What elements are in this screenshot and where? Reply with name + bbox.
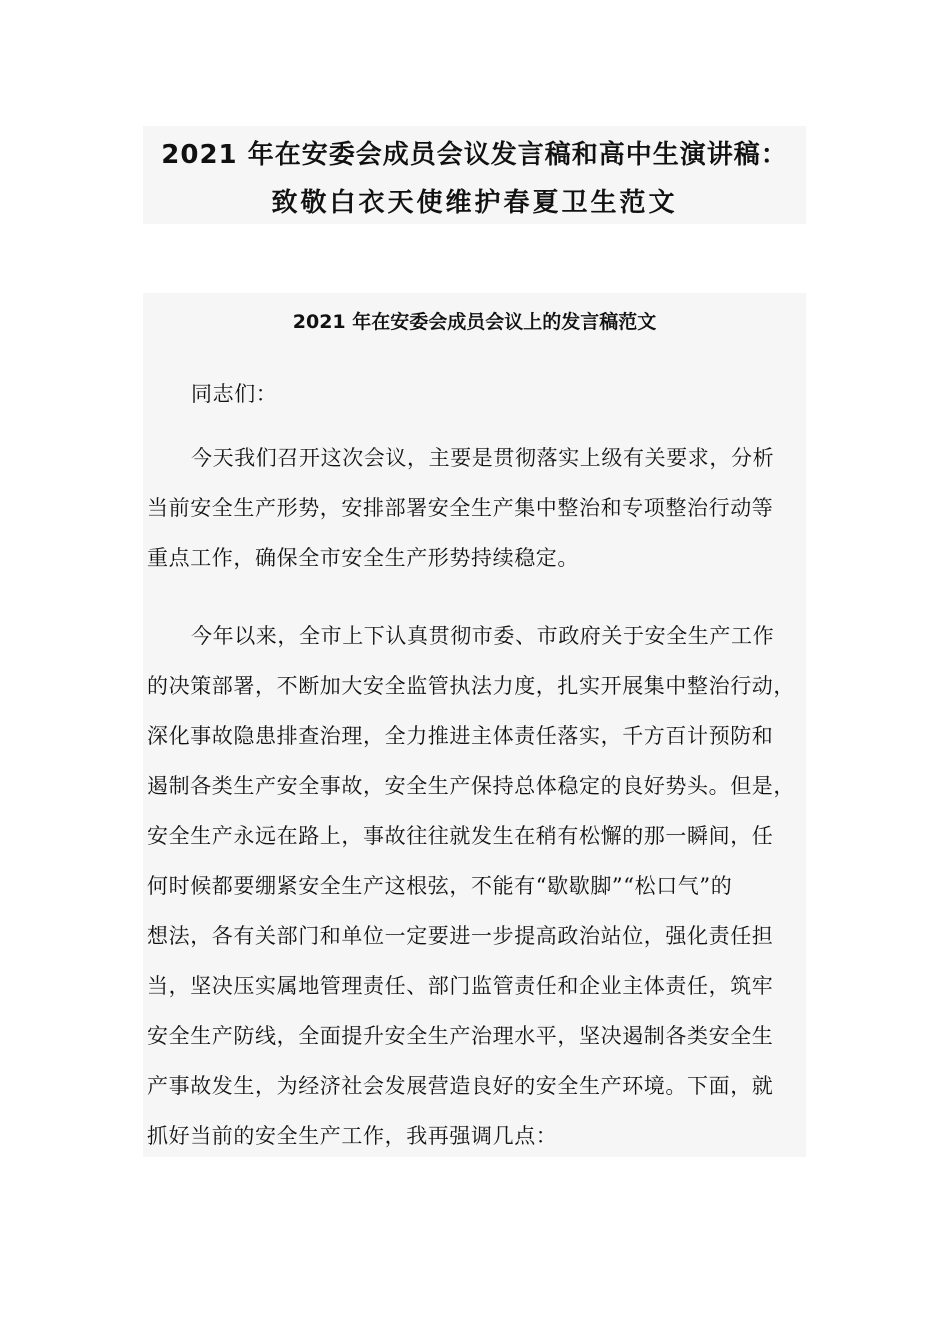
paragraph-2-line: 当，坚决压实属地管理责任、部门监管责任和企业主体责任，筑牢 [147,974,774,998]
document-title-line-2: 致敬白衣天使维护春夏卫生范文 [271,188,678,218]
paragraph-1 [147,433,795,583]
greeting-paragraph [147,369,795,419]
paragraph-1-line: 当前安全生产形势，安排部署安全生产集中整治和专项整治行动等 [147,496,774,520]
section-subtitle: 2021 年在安委会成员会议上的发言稿范文 [292,311,657,333]
paragraph-2-line: 抓好当前的安全生产工作，我再强调几点： [147,1124,558,1148]
paragraph-2-line: 安全生产永远在路上，事故往往就发生在稍有松懈的那一瞬间，任 [147,824,774,848]
paragraph-1-line: 重点工作，确保全市安全生产形势持续稳定。 [147,546,579,570]
paragraph-2 [147,611,795,1161]
paragraph-1-line: 今天我们召开这次会议，主要是贯彻落实上级有关要求，分析 [191,446,775,470]
paragraph-2-line: 遏制各类生产安全事故，安全生产保持总体稳定的良好势头。但是， [147,774,795,798]
paragraph-2-line: 想法，各有关部门和单位一定要进一步提高政治站位，强化责任担 [147,924,774,948]
document-title-line-1: 2021 年在安委会成员会议发言稿和高中生演讲稿： [161,140,788,170]
paragraph-2-line: 何时候都要绷紧安全生产这根弦，不能有“歇歇脚”“松口气”的 [147,874,733,898]
paragraph-2-line: 产事故发生，为经济社会发展营造良好的安全生产环境。下面，就 [147,1074,774,1098]
document-title-block [143,126,806,224]
paragraph-2-line: 的决策部署，不断加大安全监管执法力度，扎实开展集中整治行动， [147,674,795,698]
paragraph-2-line: 今年以来，全市上下认真贯彻市委、市政府关于安全生产工作 [191,624,775,648]
paragraph-2-line: 深化事故隐患排查治理，全力推进主体责任落实，千方百计预防和 [147,724,774,748]
document-body [143,293,806,1157]
paragraph-2-line: 安全生产防线，全面提升安全生产治理水平，坚决遏制各类安全生 [147,1024,774,1048]
greeting-line: 同志们： [191,382,278,406]
